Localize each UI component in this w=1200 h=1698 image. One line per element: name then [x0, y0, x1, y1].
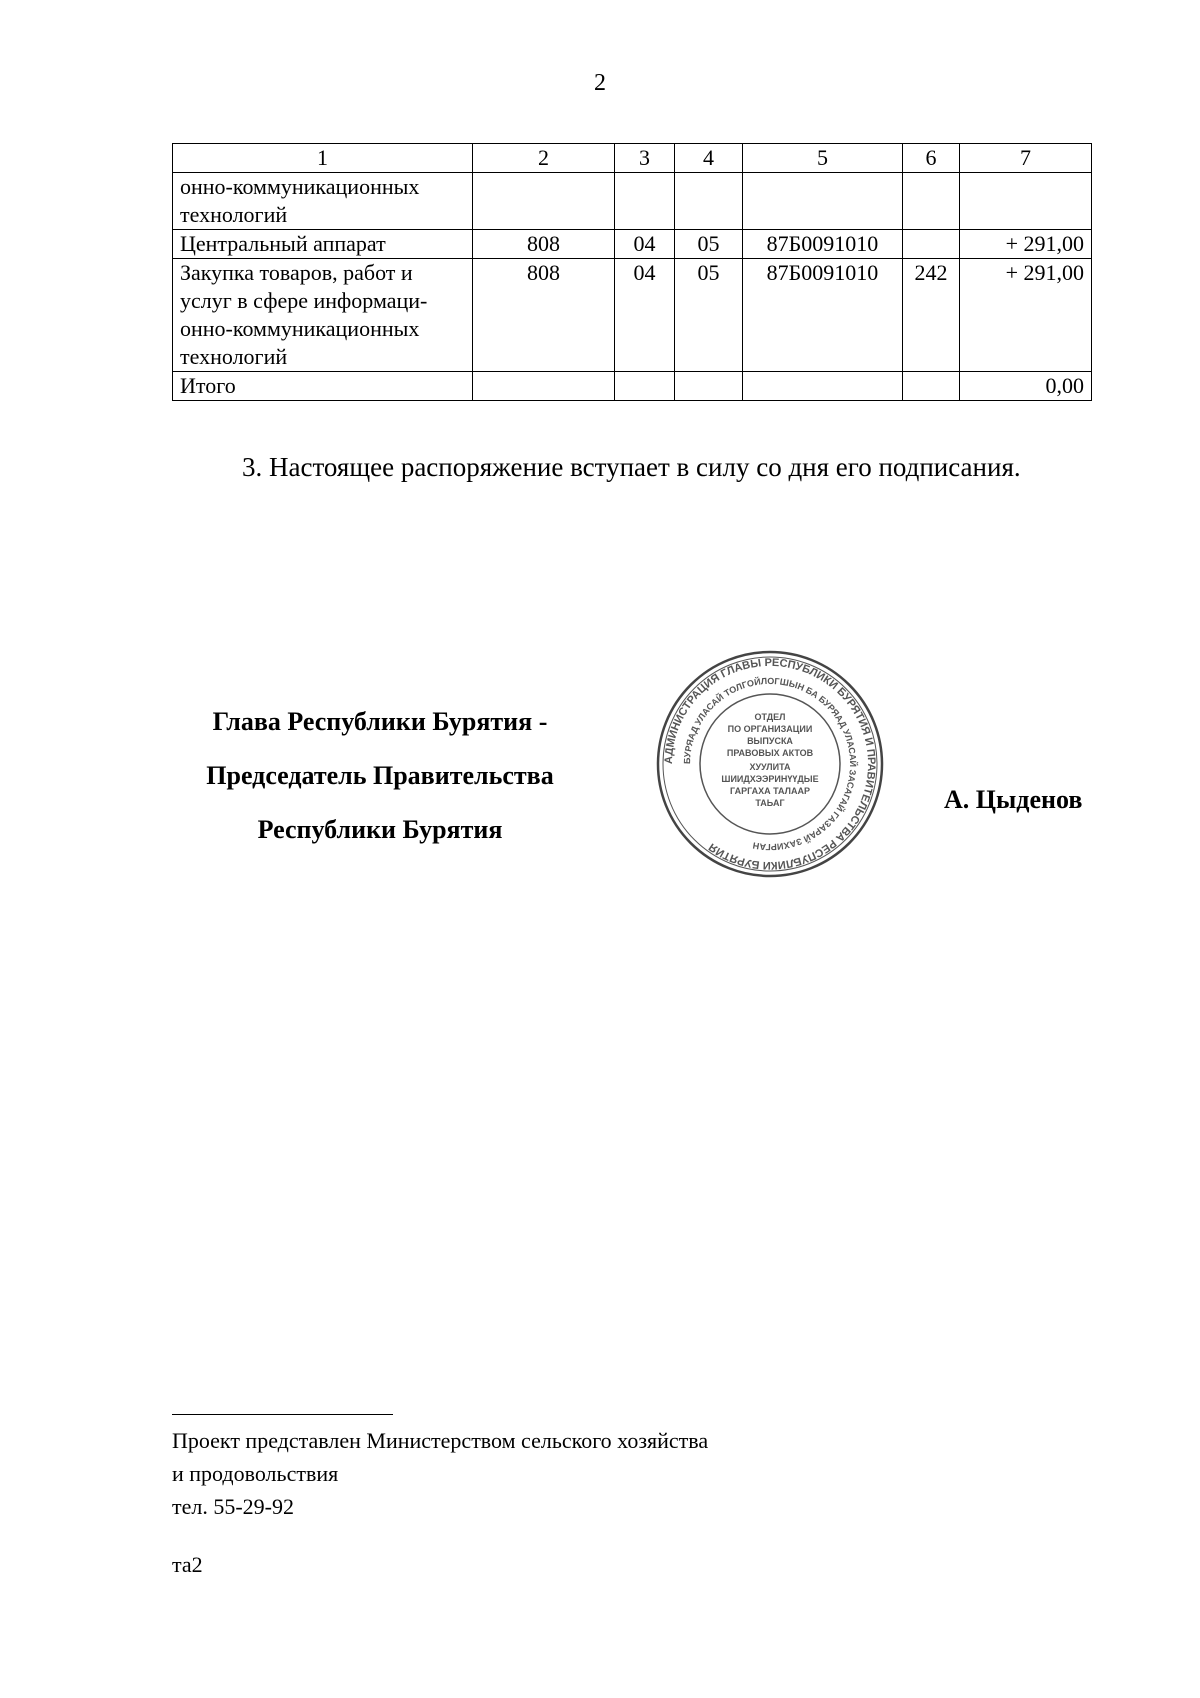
row-cell: [743, 372, 903, 401]
footnote-line: тел. 55-29-92: [172, 1494, 295, 1519]
header-cell: 4: [675, 144, 743, 173]
row-cell: [473, 173, 615, 230]
row-name-cell: Центральный аппарат: [173, 230, 473, 259]
page-number: 2: [594, 70, 606, 96]
document-code: та2: [172, 1552, 203, 1577]
svg-text:ВЫПУСКА: ВЫПУСКА: [747, 736, 793, 746]
row-amount-cell: + 291,00: [960, 259, 1092, 372]
table-header-row: [173, 144, 1092, 173]
row-name-cell: Итого: [173, 372, 473, 401]
budget-table: [172, 143, 1092, 401]
stamp-inner-text: БУРЯАД УЛАСАЙ ТОЛГОЙЛОГШЫН БА БУРЯАД УЛАСАЙ ЗАСАГАЙ ГАЗАРАЙ ЗАХИРГАН: [681, 675, 859, 853]
svg-text:ГАРГАХА ТАЛААР: ГАРГАХА ТАЛААР: [730, 786, 810, 796]
row-amount-cell: 0,00: [960, 372, 1092, 401]
clause-3: 3. Настоящее распоряжение вступает в силу со дня его подписания.: [242, 452, 1021, 482]
row-cell: [615, 173, 675, 230]
footnote-divider: [172, 1414, 393, 1415]
row-cell: 87Б0091010: [743, 230, 903, 259]
header-cell: 1: [173, 144, 473, 173]
row-cell: 04: [615, 230, 675, 259]
footnote-line: и продовольствия: [172, 1461, 339, 1486]
svg-text:ШИИДХЭЭРИНҮҮДЫЕ: ШИИДХЭЭРИНҮҮДЫЕ: [721, 774, 819, 784]
stamp-center-text: [721, 712, 818, 808]
header-cell: 3: [615, 144, 675, 173]
row-amount-cell: + 291,00: [960, 230, 1092, 259]
signatory-name: А. Цыденов: [944, 785, 1083, 814]
official-stamp: [654, 648, 886, 880]
stamp-outer-text: АДМИНИСТРАЦИЯ ГЛАВЫ РЕСПУБЛИКИ БУРЯТИЯ И ПРАВИТЕЛЬСТВА РЕСПУБЛИКИ БУРЯТИЯ: [662, 656, 878, 872]
row-cell: [675, 372, 743, 401]
svg-text:ПО ОРГАНИЗАЦИИ: ПО ОРГАНИЗАЦИИ: [727, 724, 813, 734]
row-cell: 242: [903, 259, 960, 372]
row-cell: 04: [615, 259, 675, 372]
row-cell: 05: [675, 230, 743, 259]
row-cell: [473, 372, 615, 401]
table-row: [173, 173, 1092, 230]
signatory-position: [170, 695, 590, 857]
table-row: [173, 259, 1092, 372]
position-line: Председатель Правительства: [206, 761, 554, 790]
svg-text:ПРАВОВЫХ АКТОВ: ПРАВОВЫХ АКТОВ: [726, 748, 814, 758]
row-cell: [743, 173, 903, 230]
footnote: [172, 1424, 708, 1523]
svg-text:ОТДЕЛ: ОТДЕЛ: [754, 712, 786, 722]
row-cell: [615, 372, 675, 401]
position-line: Глава Республики Бурятия -: [212, 707, 548, 736]
header-cell: 6: [903, 144, 960, 173]
row-name-cell: онно-коммуникационных технологий: [173, 173, 473, 230]
row-cell: 87Б0091010: [743, 259, 903, 372]
row-cell: [675, 173, 743, 230]
header-cell: 5: [743, 144, 903, 173]
row-cell: 808: [473, 230, 615, 259]
table-total-row: [173, 372, 1092, 401]
footnote-line: Проект представлен Министерством сельского хозяйства: [172, 1428, 709, 1453]
header-cell: 7: [960, 144, 1092, 173]
row-cell: [903, 230, 960, 259]
header-cell: 2: [473, 144, 615, 173]
row-amount-cell: [960, 173, 1092, 230]
row-cell: [903, 372, 960, 401]
svg-text:ТАЬАГ: ТАЬАГ: [755, 798, 785, 808]
row-cell: 05: [675, 259, 743, 372]
row-cell: 808: [473, 259, 615, 372]
row-name-cell: Закупка товаров, работ и услуг в сфере информаци- онно-коммуникационных технологий: [173, 259, 473, 372]
row-cell: [903, 173, 960, 230]
svg-text:ХУУЛИТА: ХУУЛИТА: [749, 762, 791, 772]
position-line: Республики Бурятия: [257, 815, 503, 844]
table-row: [173, 230, 1092, 259]
